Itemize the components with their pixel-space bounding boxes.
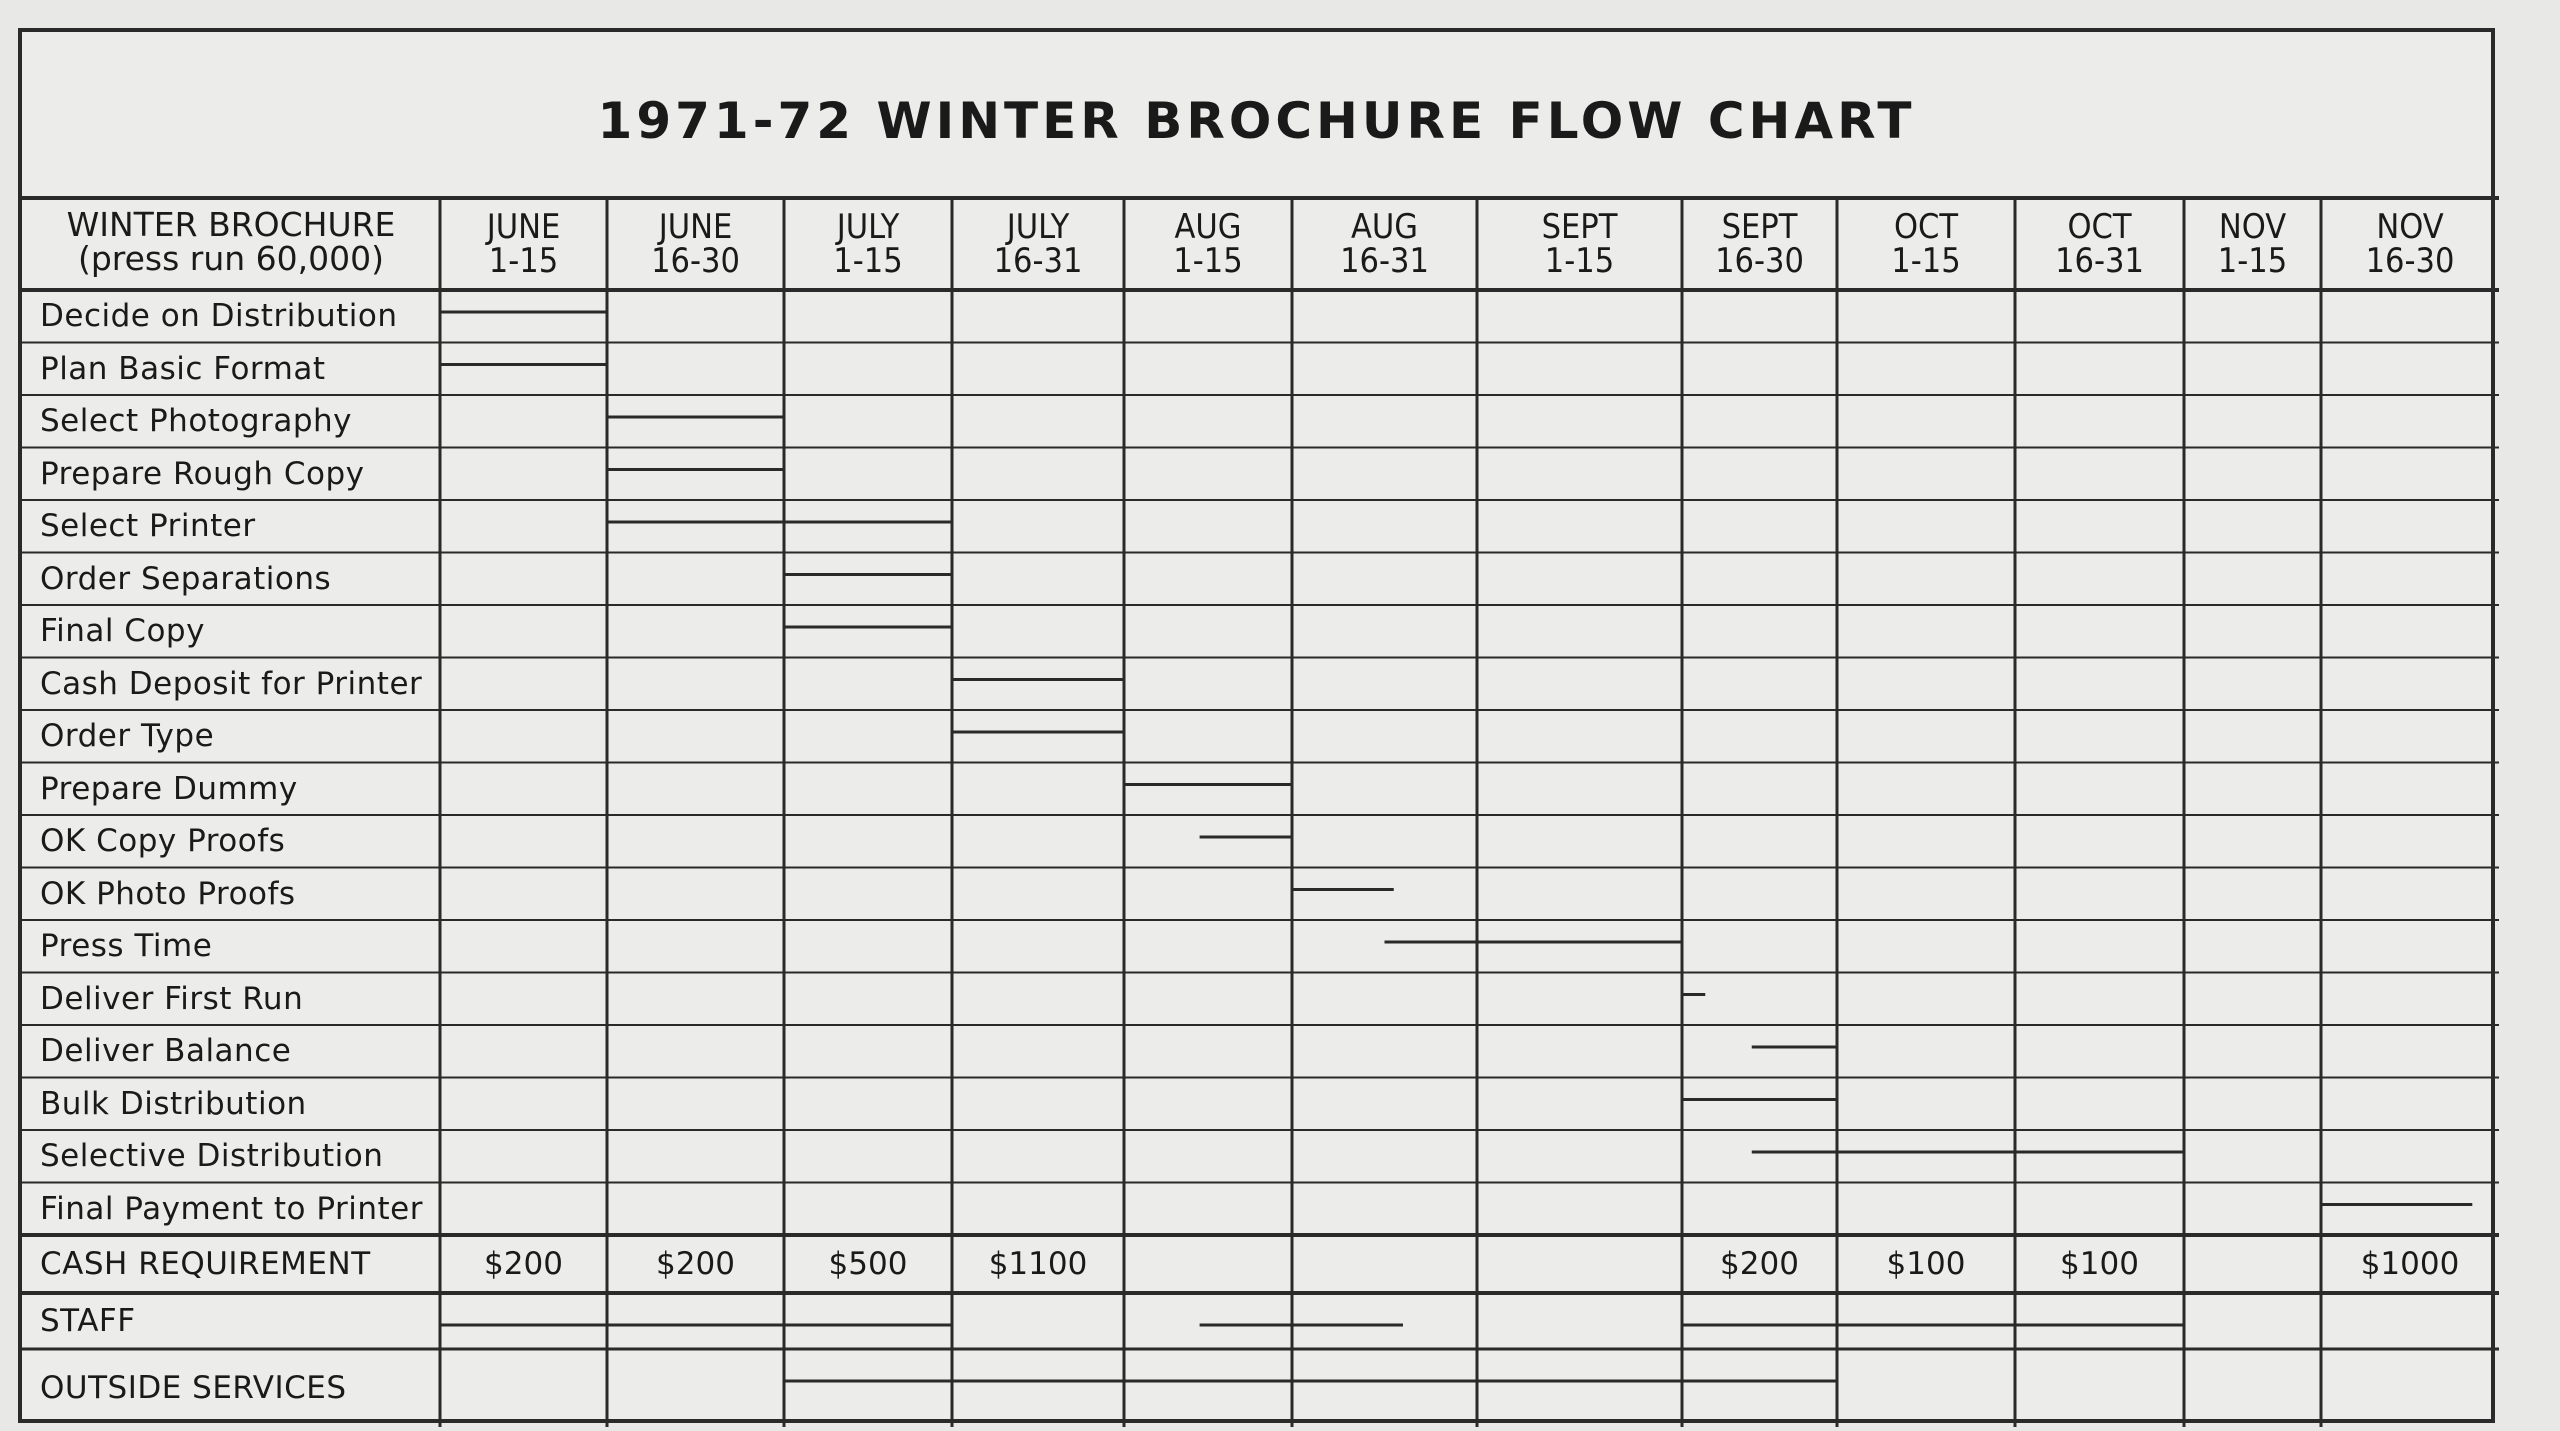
outside-services-label: OUTSIDE SERVICES bbox=[40, 1370, 347, 1406]
period-header bbox=[2184, 207, 2321, 281]
task-label: Final Copy bbox=[40, 613, 205, 650]
period-range: 16-30 bbox=[1715, 241, 1804, 281]
task-label: Prepare Dummy bbox=[40, 770, 298, 807]
period-month: JULY bbox=[1006, 207, 1070, 247]
task-label: Final Payment to Printer bbox=[40, 1190, 423, 1227]
cash-value: $200 bbox=[656, 1246, 735, 1282]
cash-value: $1000 bbox=[2360, 1246, 2460, 1282]
period-range: 16-31 bbox=[2055, 241, 2144, 281]
period-header bbox=[1477, 207, 1682, 281]
period-range: 1-15 bbox=[1544, 241, 1615, 281]
cash-value: $100 bbox=[2060, 1246, 2139, 1282]
period-header bbox=[607, 207, 784, 281]
period-month: SEPT bbox=[1541, 207, 1618, 247]
period-range: 16-31 bbox=[993, 241, 1083, 281]
task-label: Select Photography bbox=[40, 403, 353, 440]
corner-header bbox=[22, 205, 440, 278]
task-label: Selective Distribution bbox=[40, 1138, 384, 1175]
period-range: 1-15 bbox=[2217, 241, 2288, 281]
staff-label: STAFF bbox=[40, 1303, 136, 1339]
task-label: Order Separations bbox=[40, 560, 332, 597]
period-range: 16-30 bbox=[651, 241, 740, 281]
period-range: 1-15 bbox=[488, 241, 559, 281]
corner-header-title: WINTER BROCHURE bbox=[66, 205, 396, 244]
cash-value: $500 bbox=[828, 1246, 908, 1282]
task-label: Prepare Rough Copy bbox=[40, 455, 365, 492]
period-month: NOV bbox=[2376, 207, 2444, 247]
period-month: AUG bbox=[1174, 207, 1242, 247]
period-header bbox=[1837, 207, 2015, 281]
flow-chart-sheet bbox=[18, 28, 2495, 1423]
period-month: JULY bbox=[836, 207, 900, 247]
task-label: Order Type bbox=[40, 718, 215, 755]
cash-value: $100 bbox=[1886, 1246, 1966, 1282]
period-header bbox=[440, 207, 607, 281]
period-range: 1-15 bbox=[833, 241, 903, 281]
period-month: JUNE bbox=[486, 207, 561, 247]
task-label: Deliver First Run bbox=[40, 980, 304, 1017]
cash-value: $200 bbox=[1720, 1246, 1799, 1282]
corner-header-subtitle: (press run 60,000) bbox=[77, 239, 385, 278]
period-header bbox=[2015, 207, 2184, 281]
task-label: OK Copy Proofs bbox=[40, 823, 286, 860]
period-month: NOV bbox=[2218, 207, 2287, 247]
task-label: OK Photo Proofs bbox=[40, 875, 296, 912]
cash-value: $1100 bbox=[988, 1246, 1088, 1282]
chart-title: 1971-72 WINTER BROCHURE FLOW CHART bbox=[597, 92, 1916, 150]
period-header bbox=[784, 207, 952, 281]
task-label: Cash Deposit for Printer bbox=[40, 665, 423, 702]
task-label: Select Printer bbox=[40, 508, 256, 545]
task-label: Bulk Distribution bbox=[40, 1085, 307, 1122]
period-month: OCT bbox=[1893, 207, 1959, 247]
period-range: 16-30 bbox=[2365, 241, 2455, 281]
cash-requirement-label: CASH REQUIREMENT bbox=[40, 1246, 371, 1282]
period-range: 16-31 bbox=[1340, 241, 1429, 281]
task-label: Decide on Distribution bbox=[40, 298, 398, 335]
task-label: Press Time bbox=[40, 928, 213, 965]
period-range: 1-15 bbox=[1173, 241, 1243, 281]
period-header bbox=[952, 207, 1124, 281]
period-header bbox=[1124, 207, 1292, 281]
task-label: Plan Basic Format bbox=[40, 350, 326, 387]
task-label: Deliver Balance bbox=[40, 1033, 292, 1070]
period-month: SEPT bbox=[1721, 207, 1798, 247]
cash-value: $200 bbox=[484, 1246, 563, 1282]
period-month: AUG bbox=[1350, 207, 1419, 247]
period-header bbox=[1292, 207, 1477, 281]
period-header bbox=[1682, 207, 1837, 281]
period-month: OCT bbox=[2067, 207, 2132, 247]
period-header bbox=[2321, 207, 2499, 281]
period-range: 1-15 bbox=[1891, 241, 1961, 281]
period-month: JUNE bbox=[658, 207, 733, 247]
